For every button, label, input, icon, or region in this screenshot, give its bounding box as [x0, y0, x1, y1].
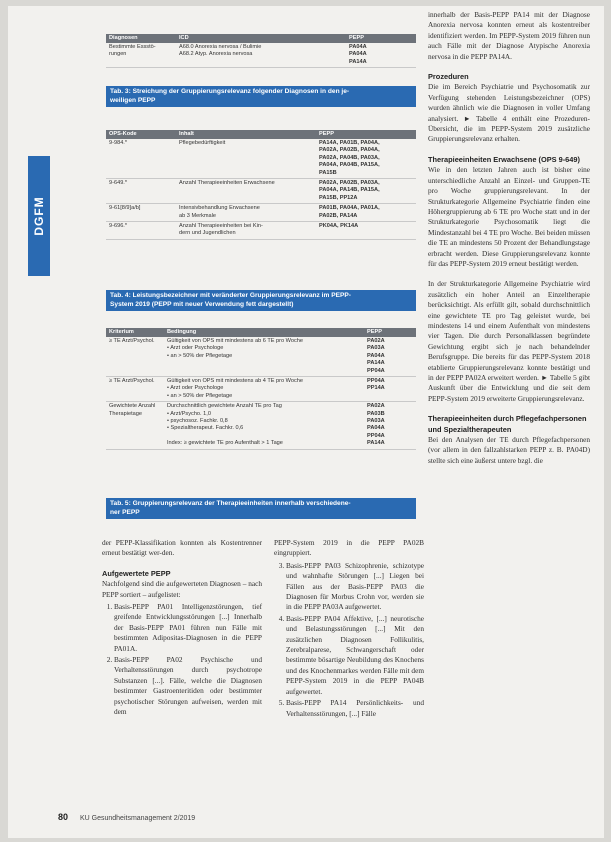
header-cell: Bedingung	[167, 329, 197, 335]
list-item: 3. Basis-PEPP PA03 Schizophrenie, schizotype und wahnhafte Störungen [...] Liegen bei Fällen aus der Basis-PEPP PA03 die Diagnosen für Morbus Crohn vor, werden sie in die PEPP PA03A aufgewertet.	[286, 561, 424, 613]
heading-therapieeinheiten-pflege: Therapieeinheiten durch Pflegefachpersonen und Spezialtherapeuten	[428, 414, 587, 434]
header-cell: PEPP	[349, 35, 364, 41]
table-cell: Bestimmte Essstö- rungen	[109, 44, 156, 58]
diagnosis-table	[106, 34, 416, 68]
table-header	[106, 34, 416, 43]
criteria-table	[106, 328, 416, 450]
table-row	[106, 43, 416, 68]
table-cell: Durchschnittlich gewichtete Anzahl TE pro Tag • Arzt/Psycho. 1,0 • psychosoz. Fachkr. 0,8 • Spezialtherapeut. Fachkr. 0,6 Index: ≥ gewichtete TE pro Aufenthalt > 1 Tage	[167, 403, 283, 447]
heading-aufgewertete-pepp: Aufgewertete PEPP	[102, 568, 171, 578]
table-cell: Gewichtete Anzahl Therapietage	[109, 403, 156, 417]
page-number: 80	[58, 812, 69, 822]
table-cell: 9-61[8/9]a/b]	[109, 205, 141, 212]
header-cell: OPS-Kode	[109, 131, 137, 137]
table-cell: ≥ TE Arzt/Psychol.	[109, 378, 155, 385]
caption-tab3: Tab. 3: Streichung der Gruppierungsrelevanz folgender Diagnosen in den je- weiligen PEPP	[106, 86, 416, 107]
header-cell: ICD	[179, 35, 189, 41]
caption-tab4: Tab. 4: Leistungsbezeichner mit veränderter Gruppierungsrelevanz im PEPP- System 2019 (PEPP mit neuer Verwendung fett dargestellt)	[106, 290, 416, 311]
table-row	[106, 377, 416, 402]
heading-therapieeinheiten-erwachsene: Therapieeinheiten Erwachsene (OPS 9-649)	[428, 154, 580, 164]
header-cell: Kriterium	[109, 329, 134, 335]
list-item: 4. Basis-PEPP PA04 Affektive, [...] neurotische und Belastungsstörungen [...] Mit den zusätzlichen Diagnosen Follikulitis, Zerebralparese, Schwangerschaft oder bestimmte bösartige Neubildung des Knochens und des Knochenmarkes werden Fälle mit dem PEPP-System 2019 in die PEPP PA04B aufgewertet.	[286, 614, 424, 697]
side-tab-label: DGFM	[32, 196, 46, 236]
table-row	[106, 337, 416, 377]
list-item: 5. Basis-PEPP PA14 Persönlichkeits- und Verhaltensstörungen, [...] Fälle	[286, 698, 424, 719]
footer-journal: KU Gesundheitsmanagement 2/2019	[79, 815, 196, 822]
table-cell: PA14A, PA01B, PA04A, PA02A, PA02B, PA04A, PA02A, PA04B, PA03A, PA04A, PA04B, PA15A, PA15B	[319, 140, 380, 176]
table-cell: PK04A, PK14A	[319, 223, 359, 230]
table-header	[106, 130, 416, 139]
section-side-tab	[28, 156, 50, 276]
text-column-2	[274, 538, 424, 720]
header-cell: PEPP	[319, 131, 334, 137]
table-cell: PA02A PA03A PA04A PA14A PP04A	[367, 338, 385, 374]
table-cell: 9-649.*	[109, 180, 128, 187]
col2-cont: PEPP-System 2019 in die PEPP PA02B eingruppiert.	[274, 538, 424, 558]
table-cell: PA01B, PA04A, PA01A, PA02B, PA14A	[319, 205, 380, 219]
table-row	[106, 402, 416, 449]
header-cell: PEPP	[367, 329, 382, 335]
table-row	[106, 139, 416, 179]
caption-tab5: Tab. 5: Gruppierungsrelevanz der Therapieeinheiten innerhalb verschiedene- ner PEPP	[106, 498, 416, 519]
document-page	[8, 6, 604, 838]
col3-p5: Bei den Analysen der TE durch Pflegefachpersonen (vor allem in den fallzahlstarken PEPP z. B. PA04D) stellte sich eine äußerst untere bzgl. die	[428, 435, 590, 465]
table-cell: PP04A PP14A	[367, 378, 385, 392]
page-footer	[58, 812, 195, 822]
col1-list	[102, 602, 262, 717]
text-column-3	[428, 10, 590, 476]
table-cell: Pflegebedürftigkeit	[179, 140, 226, 146]
col3-p3: Wie in den letzten Jahren auch ist bisher eine unterschiedliche Anzahl an Einzel- und Gruppen-TE pro Woche gruppierungsrelevant. In der Strukturkategorie Allgemeine Psychiatrie finden eine Höhergruppierung ab 6 TE pro Woche statt und in der Strukturkategorie Psychosomatik liegt die Mindestanzahl bei 4 TE pro Woche. Bei beiden müssen die TE an mindestens 50 Prozent der Behandlungstage erbracht werden. Diese Gruppierungsrelevanz konnte für das PEPP-System 2019 erneut bestätigt werden.	[428, 165, 590, 268]
table-cell: Gültigkeit von OPS mit mindestens ab 4 TE pro Woche • Arzt oder Psychologe • an > 50% der Pflegetage	[167, 378, 303, 399]
table-cell: ≥ TE Arzt/Psychol.	[109, 338, 155, 344]
text-column-1	[102, 538, 262, 719]
table-cell: Gültigkeit von OPS mit mindestens ab 6 TE pro Woche • Arzt oder Psychologe • an > 50% der Pflegetage	[167, 338, 303, 359]
header-cell: Diagnosen	[109, 35, 138, 41]
table-cell: Anzahl Therapieeinheiten Erwachsene	[179, 180, 275, 187]
col2-list	[274, 561, 424, 719]
table-row	[106, 204, 416, 222]
list-item: 1. Basis-PEPP PA01 Intelligenzstörungen, tief greifende Entwicklungsstörungen [...] Innerhalb der Basis-PEPP PA01 führen nun Fälle mit bestimmten Adipositas-Diagnosen in die PEPP PA01A.	[114, 602, 262, 654]
table-cell: Intensivbehandlung Erwachsene ab 3 Merkmale	[179, 205, 260, 219]
table-cell: PA04A PA04A PA14A	[349, 44, 367, 65]
table-cell: A68.0 Anorexia nervosa / Bulimie A68.2 Atyp. Anorexia nervosa	[179, 44, 262, 58]
table-header	[106, 328, 416, 337]
heading-prozeduren: Prozeduren	[428, 72, 469, 82]
table-row	[106, 222, 416, 240]
col3-p2: Die im Bereich Psychiatrie und Psychosomatik zur Verfügung stehenden Leistungsbezeichner (OPS) wurden ähnlich wie die Diagnosen in voller Umfang analysiert. ► Tabelle 4 enthält eine Prozeduren-Übersicht, die im PEPP-System 2019 zusätzliche Gruppierungsrelevanz erhalten.	[428, 82, 590, 144]
col3-p4: In der Strukturkategorie Allgemeine Psychiatrie wird zusätzlich ein hoher Anteil an Einzeltherapie berücksichtigt. Als erfüllt gilt, sobald durchschnittlich eine gewichtete TE pro Tag geleistet wurde, bei mindestens 14 und einem Aufenthalt von mindestens vier Tagen. Die durch Personalklassen begründete Gewichtung ergibt sich je nach behandelnder Berufsgruppe. Die bereits für das PEPP-System 2018 etablierte Gruppierungsrelevanz konnte bestätigt und in der PEPP PA02A erweitert werden. ► Tabelle 5 gibt Auskunft über die Entwicklung und die seit dem PEPP-System 2019 erweiterte Gruppierungsrelevanz.	[428, 279, 590, 403]
col3-p1: innerhalb der Basis-PEPP PA14 mit der Diagnose Anorexia nervosa konnten erneut als kostentreiber identifiziert werden. Im PEPP-System 2019 führen nun auch Fälle mit der Diagnose Atypische Anorexia nervosa in die PEPP PA14A.	[428, 10, 590, 61]
col1-lead: Nachfolgend sind die aufgewerteten Diagnosen – nach PEPP sortiert – aufgelistet:	[102, 579, 262, 599]
list-item: 2. Basis-PEPP PA02 Psychische und Verhaltensstörungen durch psychotrope Substanzen [...]. Fälle, welche die Diagnosen bestimmter Gastroenteritiden oder bestimmter psychotischer Störungen aufweisen, werden mit dem	[114, 655, 262, 717]
table-cell: 9-984.*	[109, 140, 128, 146]
table-row	[106, 179, 416, 204]
table-cell: 9-696.*	[109, 223, 128, 230]
table-cell: PA02A PA03B PA03A PA04A PP04A PA14A	[367, 403, 385, 447]
table-cell: Anzahl Therapieeinheiten bei Kin- dern und Jugendlichen	[179, 223, 263, 237]
table-cell: PA02A, PA02B, PA03A, PA04A, PA14B, PA15A, PA15B, PP12A	[319, 180, 380, 201]
col1-intro: der PEPP-Klassifikation konnten als Kostentrenner erneut bestätigt wer-den.	[102, 538, 262, 558]
procedures-table	[106, 130, 416, 240]
header-cell: Inhalt	[179, 131, 194, 137]
